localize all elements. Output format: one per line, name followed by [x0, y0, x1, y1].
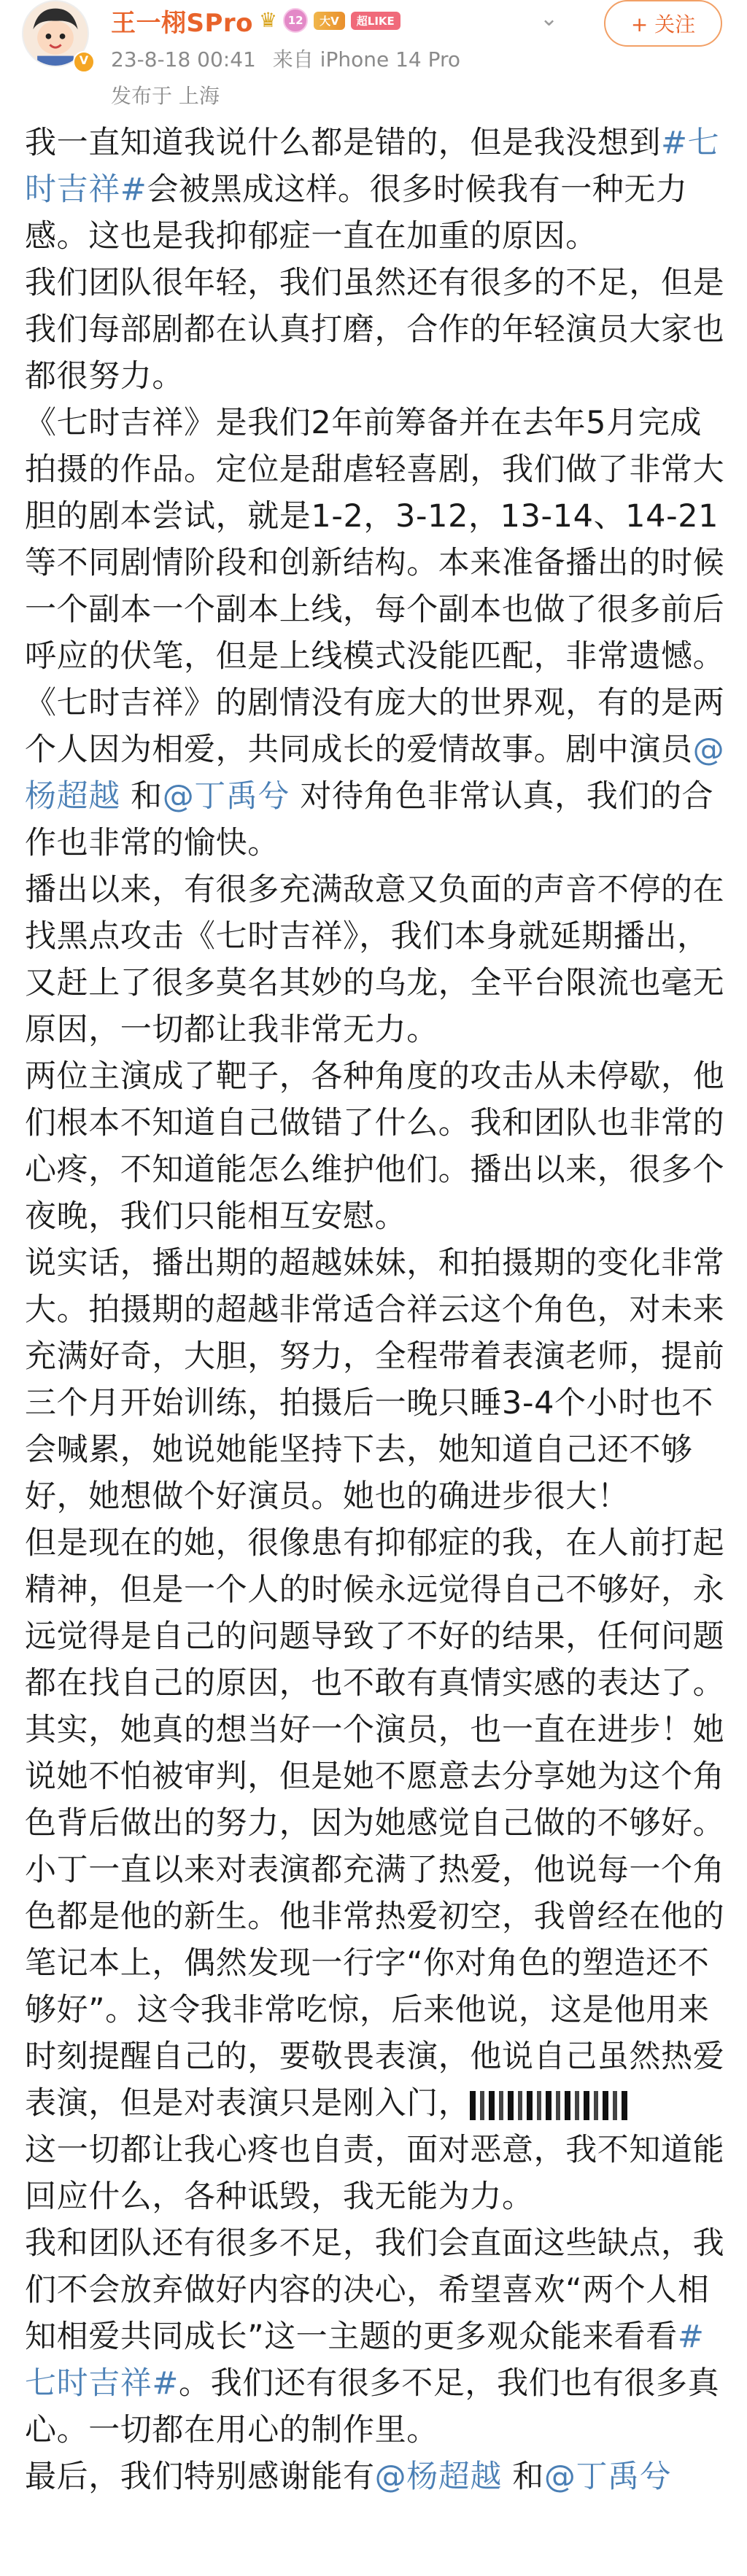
mention-link[interactable]: @杨超越 [374, 2459, 503, 2495]
post-location: 发布于 上海 [111, 84, 220, 108]
mosaic-redaction [470, 2091, 630, 2120]
post-content [25, 120, 727, 2500]
hashtag-link[interactable]: #七时吉祥# [25, 125, 720, 208]
follow-button[interactable] [604, 0, 722, 47]
text: 小丁一直以来对表演都充满了热爱，他说每一个角色都是他的新生。他非常热爱初空，我曾经在他的笔记本上，偶然发现一行字“你对角色的塑造还不够好”。这令我非常吃惊，后来他说，这是他用来时刻提醒自己的，要敬畏表演，他说自己虽然热爱表演，但是对表演只是刚入门， [25, 1852, 725, 2122]
text: 和 [502, 2459, 544, 2495]
superlike-badge: 超LIKE [351, 12, 400, 30]
post-datetime: 23-8-18 00:41 [111, 47, 256, 71]
paragraph: 两位主演成了靶子，各种角度的攻击从未停歇，他们根本不知道自己做错了什么。我和团队也非常的心疼，不知道能怎么维护他们。播出以来，很多个夜晚，我们只能相互安慰。 [25, 1058, 725, 1235]
text: 和 [120, 778, 163, 815]
text: 对待角色非常认真，我们的合作也非常的愉快。 [25, 778, 714, 861]
mention-link[interactable]: @丁禹兮 [162, 778, 290, 815]
text: 我一直知道我说什么都是错的，但是我没想到 [25, 125, 661, 161]
paragraph: 《七时吉祥》是我们2年前筹备并在去年5月完成拍摄的作品。定位是甜虐轻喜剧，我们做了非常大胆的剧本尝试，就是1-2，3-12，13-14、14-21等不同剧情阶段和创新结构。本来准备播出的时候一个副本一个副本上线，每个副本也做了很多前后呼应的伏笔，但是上线模式没能匹配，非常遗憾。 [25, 405, 725, 675]
paragraph [25, 1847, 727, 2127]
follow-button-label: + 关注 [630, 12, 696, 36]
mention-link[interactable]: @杨超越 [25, 732, 725, 815]
paragraph [25, 120, 727, 260]
text: 会被黑成这样。很多时候我有一种无力感。这也是我抑郁症一直在加重的原因。 [25, 171, 688, 255]
hashtag-link[interactable]: #七时吉祥# [25, 2319, 705, 2402]
paragraph: 播出以来，有很多充满敌意又负面的声音不停的在找黑点攻击《七时吉祥》，我们本身就延期播出，又赶上了很多莫名其妙的乌龙，全平台限流也毫无原因，一切都让我非常无力。 [25, 872, 725, 1048]
text: 我和团队还有很多不足，我们会直面这些缺点，我们不会放弃做好内容的决心，希望喜欢“两个人相知相爱共同成长”这一主题的更多观众能来看看 [25, 2225, 725, 2355]
paragraph [25, 2220, 727, 2453]
paragraph [25, 680, 727, 866]
paragraph: 说实话，播出期的超越妹妹，和拍摄期的变化非常大。拍摄期的超越非常适合祥云这个角色，对未来充满好奇，大胆，努力，全程带着表演老师，提前三个月开始训练，拍摄后一晚只睡3-4个小时也不会喊累，她说她能坚持下去，她知道自己还不够好，她想做个好演员。她也的确进步很大！ [25, 1245, 725, 1515]
text: 最后，我们特别感谢能有 [25, 2459, 375, 2495]
post-header [0, 0, 747, 131]
post-source: 来自 iPhone 14 Pro [272, 47, 461, 71]
level-badge: 12 [283, 8, 308, 33]
post-meta [111, 45, 471, 74]
verified-badge-icon: V [73, 51, 95, 73]
crown-icon: ♛ [259, 8, 278, 32]
text: 《七时吉祥》的剧情没有庞大的世界观，有的是两个人因为相爱，共同成长的爱情故事。剧中演员 [25, 685, 725, 768]
username[interactable]: 王一栩SPro [111, 8, 254, 38]
name-row [111, 0, 400, 41]
chevron-down-icon[interactable]: ⌄ [540, 6, 559, 31]
text: 这一切都让我心疼也自责，面对恶意，我不知道能回应什么，各种诋毁，我无能为力。 [25, 2132, 725, 2215]
paragraph: 我们团队很年轻，我们虽然还有很多的不足，但是我们每部剧都在认真打磨，合作的年轻演员大家也都很努力。 [25, 265, 725, 395]
mention-link[interactable]: @丁禹兮 [543, 2459, 672, 2495]
paragraph [25, 2127, 727, 2220]
paragraph: 但是现在的她，很像患有抑郁症的我，在人前打起精神，但是一个人的时候永远觉得自己不够好，永远觉得是自己的问题导致了不好的结果，任何问题都在找自己的原因，也不敢有真情实感的表达了。其实，她真的想当好一个演员，也一直在进步！她说她不怕被审判，但是她不愿意去分享她为这个角色背后做出的努力，因为她感觉自己做的不够好。 [25, 1525, 725, 1842]
text: 。我们还有很多不足，我们也有很多真心。一切都在用心的制作里。 [25, 2365, 720, 2448]
bigv-badge: 大V [314, 12, 345, 30]
paragraph [25, 2453, 727, 2500]
